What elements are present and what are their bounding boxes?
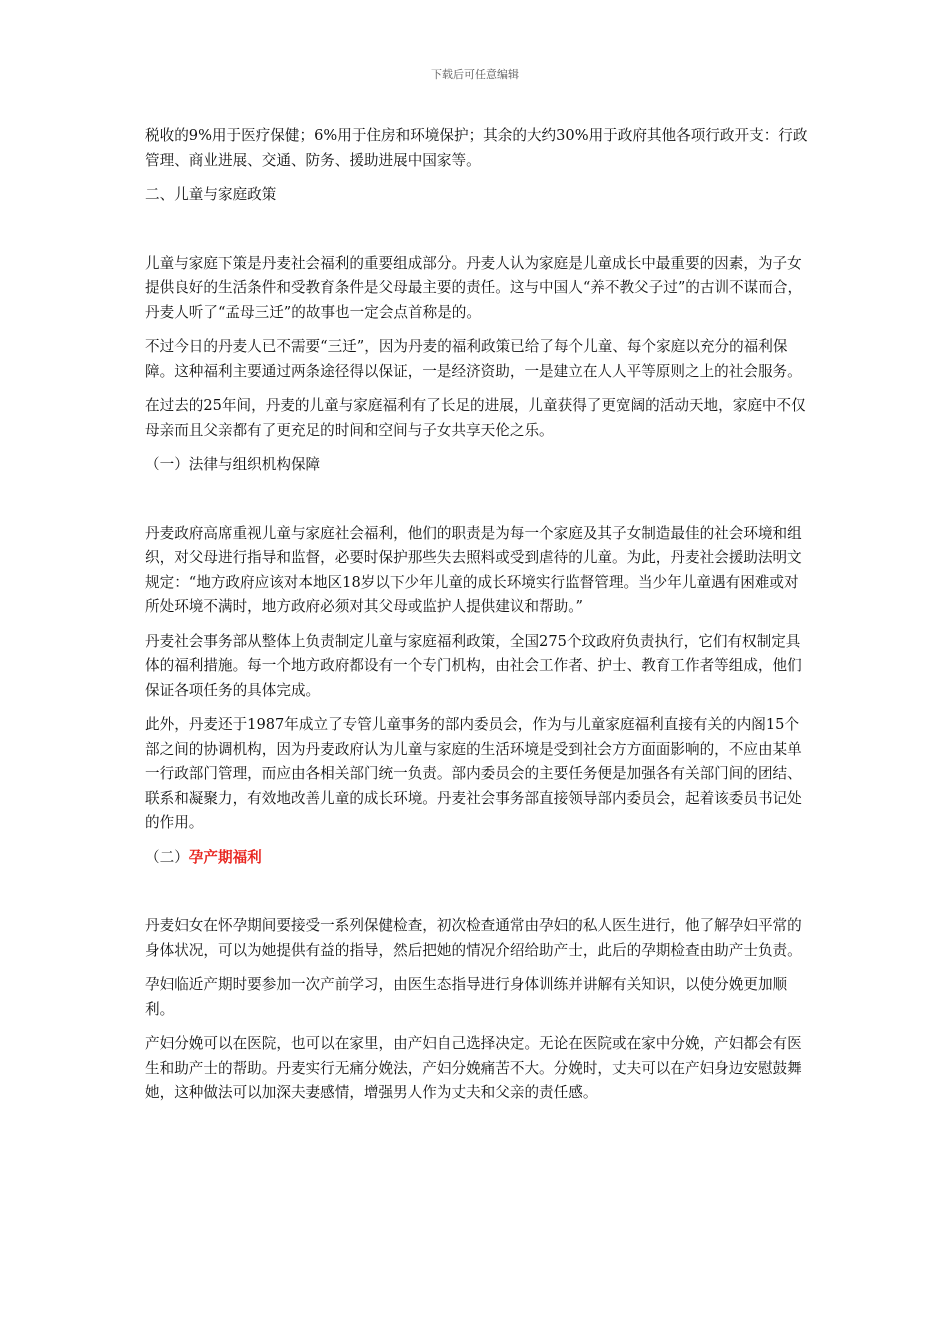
paragraph-delivery: 产妇分娩可以在医院，也可以在家里，由产妇自己选择决定。无论在医院或在家中分娩，产妇都会有医生和助产士的帮助。丹麦实行无痛分娩法，产妇分娩痛苦不大。分娩时，丈夫可以在产妇身边安慰鼓舞她，这种做法可以加深夫妻感情，增强男人作为丈夫和父亲的责任感。 bbox=[145, 1035, 802, 1101]
paragraph-social-affairs: 丹麦社会事务部从整体上负责制定儿童与家庭福利政策，全国275个玟政府负责执行，它们有权制定具体的福利措施。每一个地方政府都设有一个专门机构，由社会工作者、护士、教育工作者等组成，他们保证各项任务的具体完成。 bbox=[145, 632, 802, 699]
paragraph-checkups: 丹麦妇女在怀孕期间要接受一系列保健检查，初次检查通常由孕妇的私人医生进行，他了解孕妇平常的身体状况，可以为她提供有益的指导，然后把她的情况介绍给助产士，此后的孕期检查由助产士负责。 bbox=[145, 917, 802, 959]
subsection-heading-law: （一）法律与组织机构保障 bbox=[145, 456, 321, 473]
paragraph-intro: 儿童与家庭下策是丹麦社会福利的重要组成部分。丹麦人认为家庭是儿童成长中最重要的因素，为子女提供良好的生活条件和受教育条件是父母最主要的责任。这与中国人“养不教父子过”的古训不谋而合，丹麦人听了“孟母三迁”的故事也一定会点首称是的。 bbox=[145, 254, 803, 321]
document-body bbox=[145, 124, 810, 1116]
heading-title-highlight: 孕产期福利 bbox=[188, 848, 262, 866]
paragraph-welfare-guarantee: 不过今日的丹麦人已不需要“三迁”，因为丹麦的福利政策已给了每个儿童、每个家庭以充分的福利保障。这种福利主要通过两条途径得以保证，一是经济资助，一是建立在人人平等原则之上的社会服务。 bbox=[145, 338, 802, 380]
paragraph-progress: 在过去的25年间，丹麦的儿童与家庭福利有了长足的进展，儿童获得了更宽阔的活动天地，家庭中不仅母亲而且父亲都有了更充足的时间和空间与子女共享天伦之乐。 bbox=[145, 397, 806, 439]
section-heading-children-family: 二、儿童与家庭政策 bbox=[145, 186, 277, 203]
subsection-heading-pregnancy bbox=[145, 846, 810, 871]
paragraph-committee: 此外，丹麦还于1987年成立了专管儿童事务的部内委员会，作为与儿童家庭福利直接有关的内阁15个部之间的协调机构，因为丹麦政府认为儿童与家庭的生活环境是受到社会方方面面影响的，不应由某单一行政部门管理，而应由各相关部门统一负责。部内委员会的主要任务便是加强各有关部门间的团结、联系和凝聚力，有效地改善儿童的成长环境。丹麦社会事务部直接领导部内委员会，起着该委员书记处的作用。 bbox=[145, 716, 802, 831]
heading-prefix: （二） bbox=[145, 848, 189, 866]
paragraph-tax: 税收的9%用于医疗保健；6%用于住房和环境保护；其余的大约30%用于政府其他各项行政开支：行政管理、商业进展、交通、防务、援助进展中国家等。 bbox=[145, 127, 808, 169]
page-header: 下载后可任意编辑 bbox=[431, 68, 519, 81]
paragraph-prenatal-class: 孕妇临近产期时要参加一次产前学习，由医生态指导进行身体训练并讲解有关知识，以使分娩更加顺利。 bbox=[145, 976, 788, 1018]
paragraph-government-duty: 丹麦政府高席重视儿童与家庭社会福利，他们的职责是为每一个家庭及其子女制造最佳的社会环境和组织，对父母进行指导和监督，必要时保护那些失去照料或受到虐待的儿童。为此，丹麦社会援助法明文规定：“地方政府应该对本地区18岁以下少年儿童的成长环境实行监督管理。当少年儿童遇有困难或对所处环境不满时，地方政府必须对其父母或监护人提供建议和帮助。” bbox=[145, 524, 802, 615]
